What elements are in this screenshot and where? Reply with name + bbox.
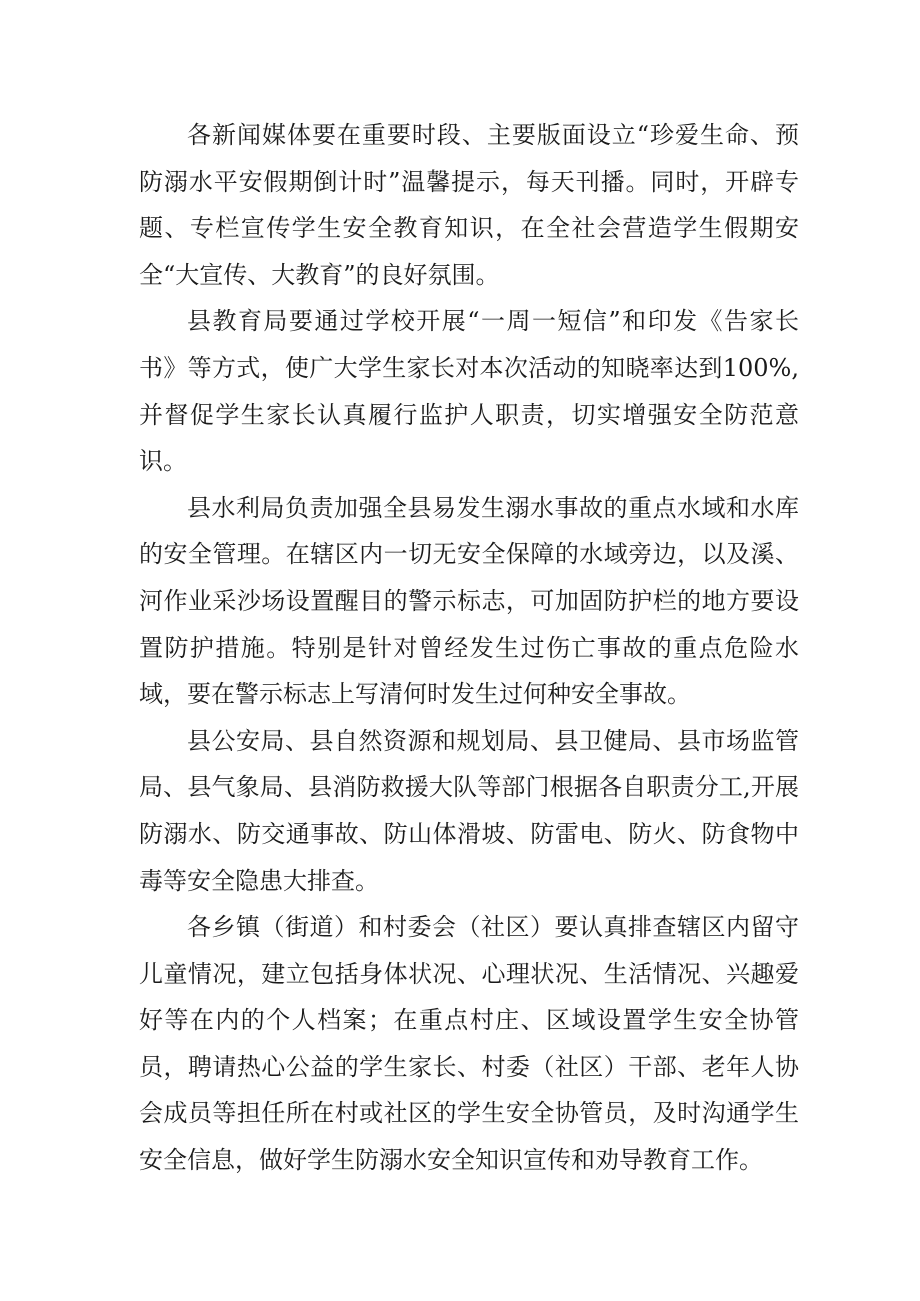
paragraph-water-resources-bureau: 县水利局负责加强全县易发生溺水事故的重点水域和水库的安全管理。在辖区内一切无安全保障的水域旁边，以及溪、河作业采沙场设置醒目的警示标志，可加固防护栏的地方要设置防护措施。特别是针对曾经发生过伤亡事故的重点危险水域，要在警示标志上写清何时发生过何种安全事故。 — [139, 493, 799, 709]
paragraph-townships-communities: 各乡镇（街道）和村委会（社区）要认真排查辖区内留守儿童情况，建立包括身体状况、心理状况、生活情况、兴趣爱好等在内的个人档案；在重点村庄、区域设置学生安全协管员，聘请热心公益的学生家长、村委（社区）干部、老年人协会成员等担任所在村或社区的学生安全协管员，及时沟通学生安全信息，做好学生防溺水安全知识宣传和劝导教育工作。 — [139, 913, 799, 1175]
paragraph-education-bureau: 县教育局要通过学校开展“一周一短信”和印发《告家长书》等方式，使广大学生家长对本次活动的知晓率达到100%,并督促学生家长认真履行监护人职责，切实增强安全防范意识。 — [139, 307, 799, 476]
paragraph-departments-inspection: 县公安局、县自然资源和规划局、县卫健局、县市场监管局、县气象局、县消防救援大队等部门根据各自职责分工,开展防溺水、防交通事故、防山体滑坡、防雷电、防火、防食物中毒等安全隐患大排查。 — [139, 726, 799, 895]
paragraph-media-publicity: 各新闻媒体要在重要时段、主要版面设立“珍爱生命、预防溺水平安假期倒计时”温馨提示，每天刊播。同时，开辟专题、专栏宣传学生安全教育知识，在全社会营造学生假期安全“大宣传、大教育”的良好氛围。 — [139, 121, 799, 289]
document-body — [139, 112, 799, 1184]
